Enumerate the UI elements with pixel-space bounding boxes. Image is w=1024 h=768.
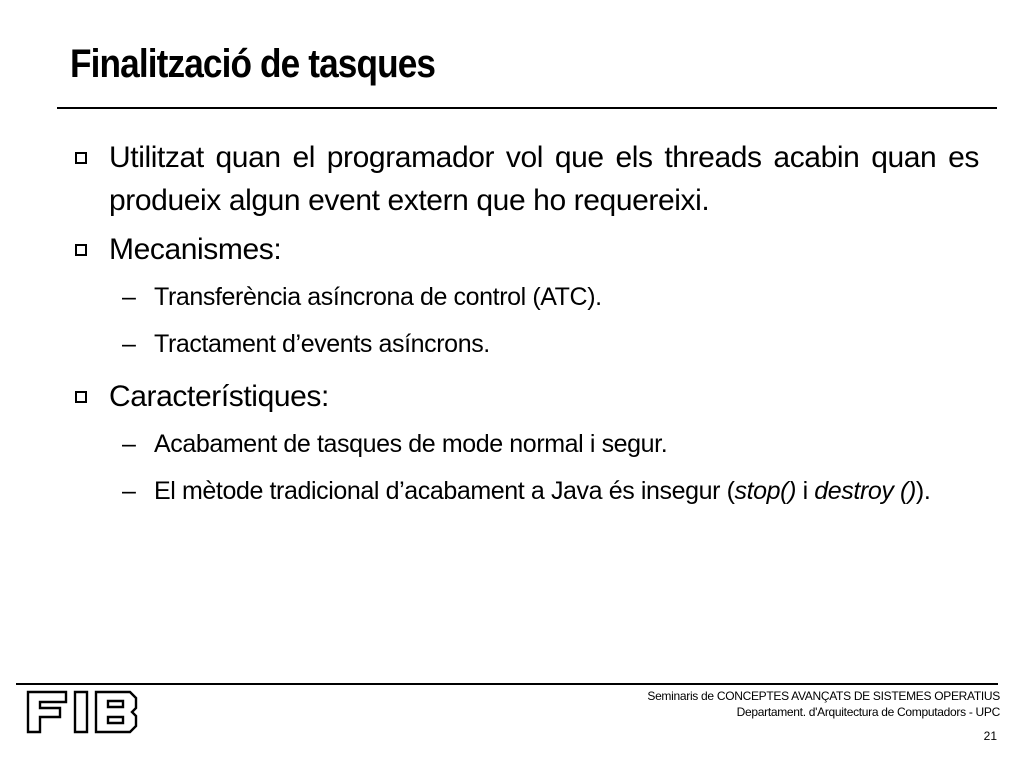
dash-bullet-icon: – [122, 430, 136, 458]
square-bullet-icon [75, 391, 87, 403]
bullet-text: Característiques: [109, 380, 329, 413]
fib-logo [26, 690, 138, 734]
square-bullet-icon [75, 152, 87, 164]
sub-item [75, 424, 979, 465]
bullet-item [75, 228, 979, 271]
method-name-stop: stop() [734, 477, 797, 505]
sub-item [75, 471, 979, 512]
dash-bullet-icon: – [122, 283, 136, 311]
sub-list [75, 424, 979, 512]
footer-divider [16, 683, 998, 685]
slide-title: Finalització de tasques [70, 42, 436, 86]
bullet-item [75, 136, 979, 222]
page-number: 21 [983, 729, 997, 743]
sub-item-text: Tractament d’events asíncrons. [154, 330, 490, 358]
dash-bullet-icon: – [122, 330, 136, 358]
method-name-destroy: destroy () [814, 477, 916, 505]
title-divider [57, 107, 997, 109]
footer-course-name: Seminaris de CONCEPTES AVANÇATS DE SISTEMES OPERATIUS [647, 689, 1000, 703]
square-bullet-icon [75, 244, 87, 256]
footer-text [647, 688, 1000, 720]
sub-item [75, 324, 979, 365]
bullet-text: Mecanismes: [109, 233, 282, 266]
dash-bullet-icon: – [122, 477, 136, 505]
sub-list [75, 277, 979, 365]
sub-item-text: Acabament de tasques de mode normal i segur. [154, 430, 668, 458]
slide-content [75, 136, 979, 522]
bullet-item [75, 375, 979, 418]
sub-item [75, 277, 979, 318]
bullet-text: Utilitzat quan el programador vol que els threads acabin quan es produeix algun event extern que ho requereixi. [109, 141, 979, 217]
footer-department: Departament. d'Arquitectura de Computadors - UPC [736, 705, 1000, 719]
sub-item-text: El mètode tradicional d’acabament a Java és insegur (stop() i destroy ()). [154, 477, 931, 505]
sub-item-text: Transferència asíncrona de control (ATC). [154, 283, 602, 311]
